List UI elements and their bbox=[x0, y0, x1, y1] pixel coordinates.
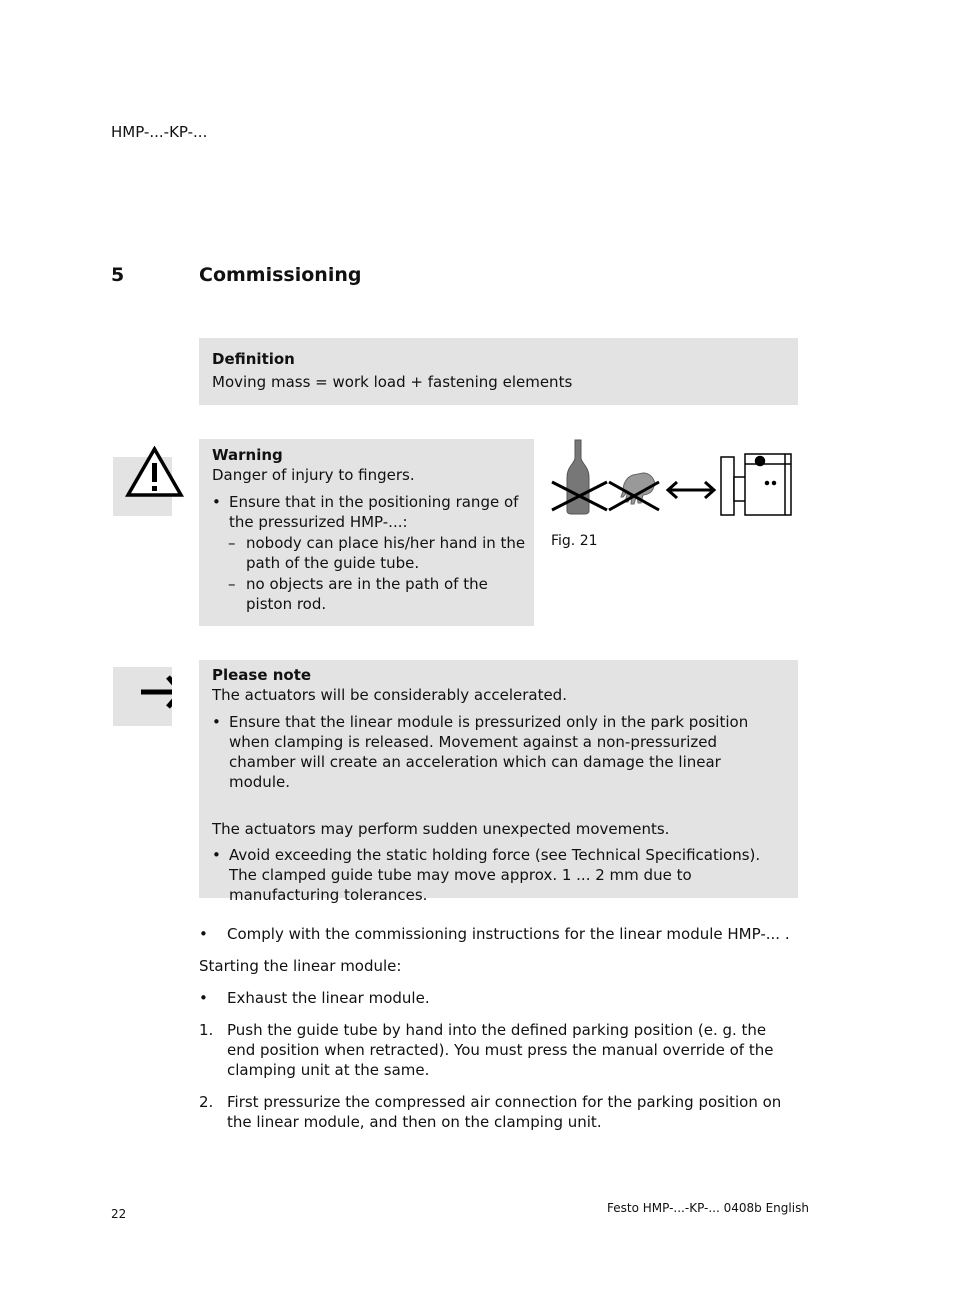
figure-21-illustration bbox=[549, 439, 799, 521]
note-bullet: • Ensure that the linear module is pressurized only in the park position when clamping is released. Movement against a non-pressurized chamber will create an acceleration which can damage the linear module. bbox=[212, 712, 785, 792]
page-number: 22 bbox=[111, 1207, 127, 1221]
section-number: 5 bbox=[111, 264, 125, 286]
warning-intro: Danger of injury to fingers. bbox=[212, 466, 415, 484]
step-text: First pressurize the compressed air connection for the parking position on the linear module, and then on the clamping unit. bbox=[227, 1093, 782, 1131]
double-arrow-icon bbox=[668, 482, 714, 498]
note-paragraph: The actuators may perform sudden unexpected movements. bbox=[212, 820, 670, 838]
section-title: Commissioning bbox=[199, 264, 362, 286]
warning-triangle-shape bbox=[125, 446, 184, 505]
running-header: HMP-...-KP-... bbox=[111, 123, 208, 141]
numbered-step bbox=[199, 1092, 799, 1132]
note-title: Please note bbox=[212, 666, 312, 684]
subheading: Starting the linear module: bbox=[199, 957, 402, 975]
warning-title: Warning bbox=[212, 446, 283, 464]
warning-icon-tile bbox=[113, 457, 172, 516]
warning-dash-item: – nobody can place his/her hand in the path of the guide tube. bbox=[212, 533, 526, 573]
note-box bbox=[199, 660, 798, 904]
definition-text: Moving mass = work load + fastening elements bbox=[212, 373, 573, 391]
warning-bullet: • Ensure that in the positioning range of the pressurized HMP-...: bbox=[212, 492, 526, 532]
linear-module-icon bbox=[721, 454, 791, 515]
bottle-icon bbox=[567, 440, 589, 514]
figure-caption: Fig. 21 bbox=[551, 533, 598, 549]
step-text: Push the guide tube by hand into the defined parking position (e. g. the end position when retracted). You must press the manual override of the clamping unit at the same. bbox=[227, 1021, 774, 1079]
note-icon-tile bbox=[113, 667, 172, 726]
note-bullet-line: The clamped guide tube may move approx. 1 ... 2 mm due to manufacturing tolerances. bbox=[229, 866, 692, 904]
numbered-step bbox=[199, 1020, 799, 1080]
note-intro: The actuators will be considerably accelerated. bbox=[212, 686, 567, 704]
footer-doc-id: Festo HMP-...-KP-... 0408b English bbox=[607, 1201, 809, 1215]
note-bullet bbox=[212, 845, 785, 905]
warning-dash-item: – no objects are in the path of the piston rod. bbox=[212, 574, 526, 614]
definition-title: Definition bbox=[212, 350, 295, 368]
bullet-mark: • bbox=[199, 989, 208, 1007]
commissioning-steps bbox=[199, 924, 799, 1132]
note-bullet-line: • Avoid exceeding the static holding force (see Technical Specifications). bbox=[229, 846, 761, 864]
warning-box bbox=[199, 439, 534, 626]
step-number: 2. bbox=[199, 1093, 214, 1111]
definition-box bbox=[199, 338, 798, 405]
list-item-text: Exhaust the linear module. bbox=[227, 989, 430, 1007]
list-item-text: Comply with the commissioning instructions for the linear module HMP-... . bbox=[227, 925, 790, 943]
arrow-right-icon bbox=[113, 667, 172, 726]
list-item bbox=[199, 988, 799, 1008]
bullet-mark: • bbox=[199, 925, 208, 943]
list-item bbox=[199, 924, 799, 944]
step-number: 1. bbox=[199, 1021, 214, 1039]
